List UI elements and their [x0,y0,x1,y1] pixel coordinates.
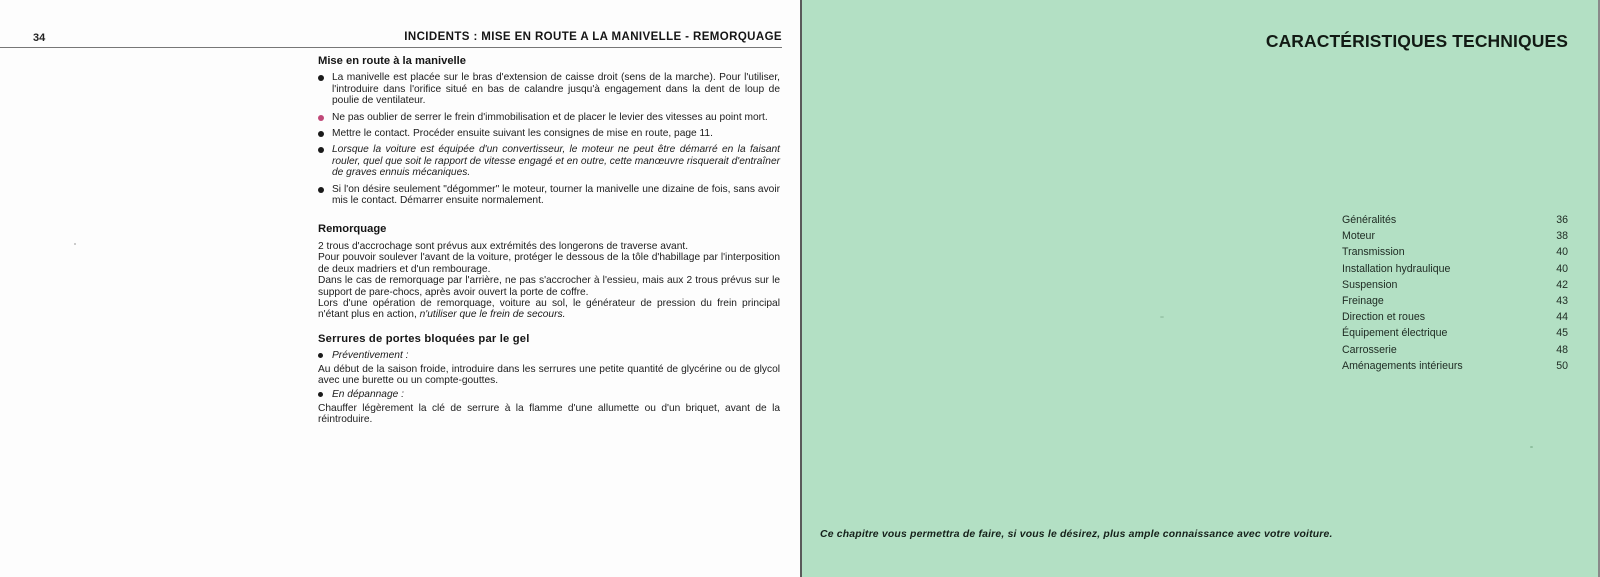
section-title: Remorquage [318,223,387,236]
bullet-icon [318,187,324,193]
toc-page-number: 40 [1556,246,1568,259]
page-number: 34 [33,32,46,44]
list-item-text: Si l'on désire seulement "dégommer" le moteur, tourner la manivelle une dizaine de fois, sans avoir mis le contact. Démarrer ensuite normalement. [332,183,780,207]
bullet-icon [318,353,323,358]
toc-page-number: 36 [1556,214,1568,226]
paragraph: Chauffer légèrement la clé de serrure à la flamme d'une allumette ou d'un briquet, avant de la réintroduire. [318,402,780,426]
toc-label: Suspension [1342,278,1398,291]
toc-page-number: 40 [1556,262,1568,275]
toc-entry[interactable] [1342,244,1568,260]
toc-label: Transmission [1342,246,1405,259]
toc-label: Direction et roues [1342,311,1426,324]
paragraph: Au début de la saison froide, introduire dans les serrures une petite quantité de glycérine ou de glycol avec une burette ou un compte-gouttes. [318,363,780,386]
toc-entry[interactable] [1342,228,1568,244]
toc-entry[interactable] [1342,358,1568,374]
toc-page-number: 50 [1556,359,1568,372]
warning-bullet-icon [318,115,324,121]
toc-label: Équipement électrique [1342,327,1448,340]
toc-entry[interactable] [1342,342,1568,358]
bullet-icon [318,147,324,153]
toc-entry[interactable] [1342,325,1568,341]
bullet-icon [318,392,323,397]
toc-label: Carrosserie [1342,343,1397,356]
list-item-text: Lorsque la voiture est équipée d'un convertisseur, le moteur ne peut être démarré en la faisant rouler, quel que soit le rapport de vitesse engagé et en outre, cette manœuvre risquerait d'entraîner de graves ennuis mécaniques. [332,144,780,179]
scan-speck [1160,316,1164,318]
toc-label: Aménagements intérieurs [1342,359,1463,372]
paragraph: 2 trous d'accrochage sont prévus aux extrémités des longerons de traverse avant. [318,240,689,252]
toc-label: Moteur [1342,230,1375,243]
toc-entry[interactable] [1342,212,1568,228]
toc-page-number: 45 [1556,327,1568,340]
toc-entry[interactable] [1342,309,1568,325]
toc-entry[interactable] [1342,293,1568,309]
paragraph [318,298,780,321]
header-rule [0,47,782,48]
list-item-warning [318,112,780,123]
bullet-icon [318,131,324,137]
paragraph: Dans le cas de remorquage par l'arrière, ne pas s'accrocher à l'essieu, mais aux 2 trous prévus sur le support de pare-chocs, après avoir ouvert la porte de coffre. [318,275,780,298]
toc-page-number: 38 [1556,230,1568,243]
right-page [802,0,1600,577]
running-head: INCIDENTS : MISE EN ROUTE A LA MANIVELLE - REMORQUAGE [404,31,782,43]
list-item-text: Mettre le contact. Procéder ensuite suivant les consignes de mise en route, page 11. [332,128,713,140]
toc-page-number: 43 [1556,294,1568,307]
paragraph: Pour pouvoir soulever l'avant de la voiture, protéger le dessous de la tôle d'habillage par l'interposition de deux madriers et d'un rembourage. [318,252,780,275]
section-remorquage [318,224,780,320]
left-page-content [318,56,780,426]
sub-heading [318,389,780,400]
section-title: Mise en route à la manivelle [318,55,466,67]
toc-label: Freinage [1342,294,1384,307]
toc-page-number: 42 [1556,278,1568,291]
emphasis-text: n'utiliser que le frein de secours. [419,309,566,321]
sub-heading-text: Préventivement : [332,350,409,362]
chapter-intro: Ce chapitre vous permettra de faire, si vous le désirez, plus ample connaissance avec votre voiture. [820,529,1333,540]
list-item-text: Ne pas oublier de serrer le frein d'immobilisation et de placer le levier des vitesses au point mort. [332,111,768,123]
toc-entry[interactable] [1342,261,1568,277]
toc-page-number: 48 [1556,343,1568,356]
chapter-title: CARACTÉRISTIQUES TECHNIQUES [1265,31,1568,51]
toc-page-number: 44 [1556,311,1568,324]
sub-heading [318,350,780,361]
list-item [318,184,780,207]
section-mise-en-route [318,56,780,206]
list-item [318,72,780,106]
section-serrures [318,334,780,426]
scan-speck [1530,446,1533,448]
toc-entry[interactable] [1342,277,1568,293]
toc-label: Généralités [1342,214,1397,226]
sub-heading-text: En dépannage : [332,389,404,401]
scan-speck [74,243,76,245]
list-item [318,128,780,139]
table-of-contents [1342,212,1568,374]
bullet-icon [318,75,324,81]
section-title: Serrures de portes bloquées par le gel [318,332,530,345]
paragraph-text: Lors d'une opération de remorquage, voiture au sol, le générateur de pression du frein principal n'étant plus en action, [318,297,780,321]
toc-label: Installation hydraulique [1342,262,1451,275]
list-item-note [318,144,780,178]
list-item-text: La manivelle est placée sur le bras d'extension de caisse droit (sens de la marche). Pour l'utiliser, l'introduire dans l'orifice situé en bas de calandre jusqu'à engagement dans la dent de loup de poulie de ventilateur. [332,72,780,107]
